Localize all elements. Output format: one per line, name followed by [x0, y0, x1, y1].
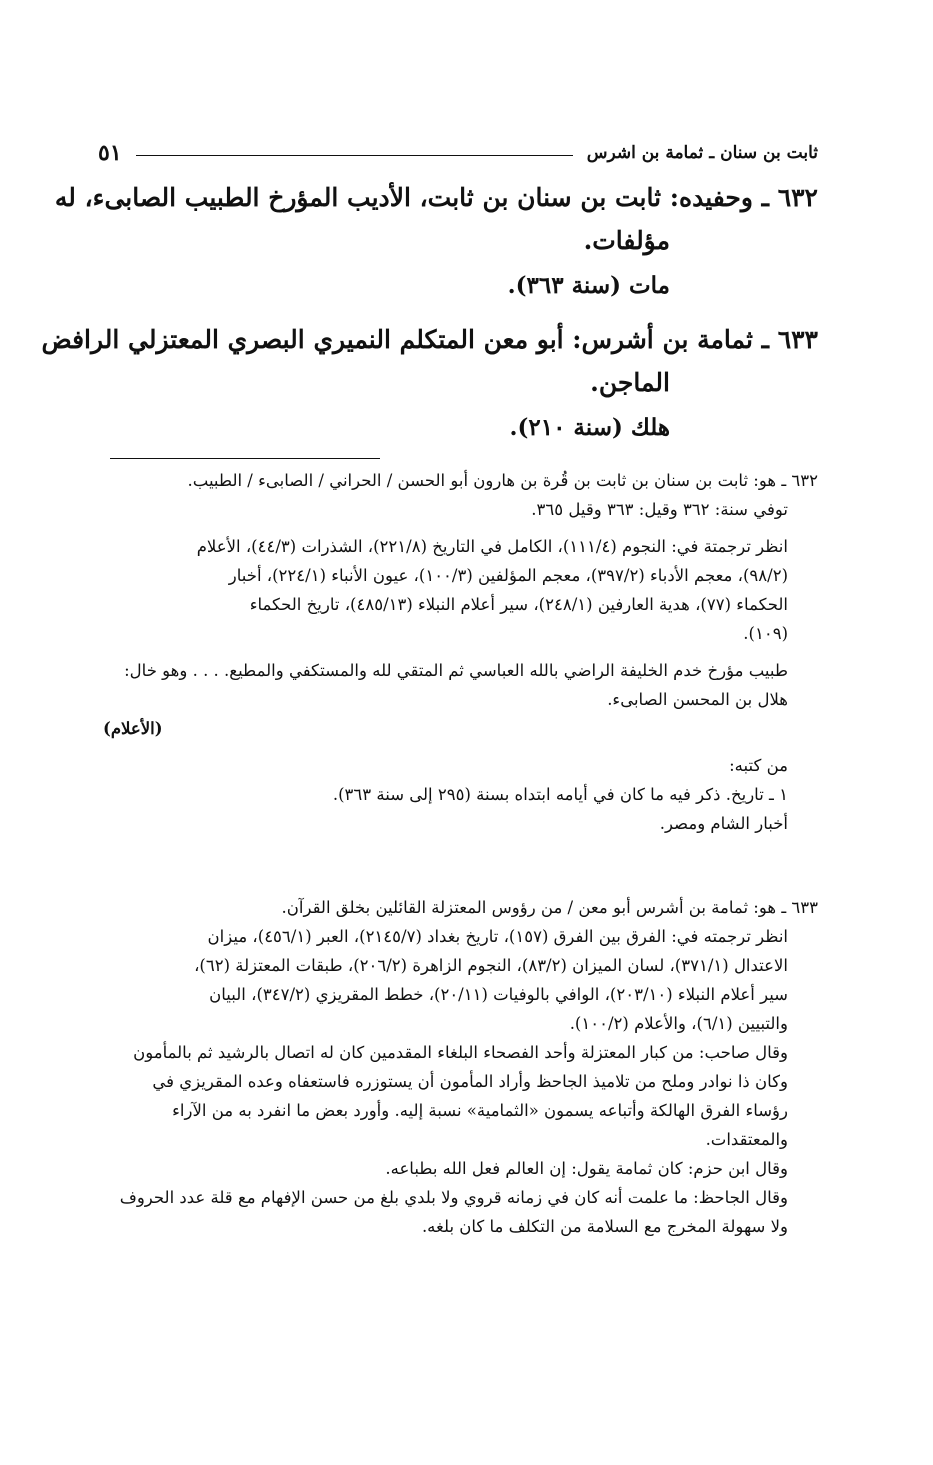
- footnote-line: وقال صاحب: من كبار المعتزلة وأحد الفصحاء البلغاء المقدمين كان له اتصال بالرشيد ثم بالمأمون: [133, 1043, 788, 1062]
- header-rule: [136, 155, 573, 156]
- entry-death-note: مات (سنة ٣٦٣).: [507, 272, 670, 299]
- running-header: [98, 138, 818, 168]
- entry-632: [54, 178, 818, 308]
- footnote-632: [103, 466, 818, 838]
- footnote-line: ٦٣٣ ـ هو: ثمامة بن أشرس أبو معن / من رؤوس المعتزلة القائلين بخلق القرآن.: [281, 898, 818, 917]
- footnote-line: رؤساء الفرق الهالكة وأتباعه يسمون «الثمامية» نسبة إليه. وأورد بعض ما انفرد به من الآراء: [172, 1101, 788, 1120]
- footnote-line: انظر ترجمتة في: النجوم (١١١/٤)، الكامل في التاريخ (٢٢١/٨)، الشذرات (٤٤/٣)، الأعلام: [196, 537, 788, 556]
- footnote-line: وقال الجاحظ: ما علمت أنه كان في زمانه قروي ولا بلدي بلغ من حسن الإفهام مع قلة عدد الحروف: [119, 1188, 788, 1207]
- footnote-633: [103, 893, 818, 1241]
- footnote-line: طبيب مؤرخ خدم الخليفة الراضي بالله العباسي ثم المتقي لله والمستكفي والمطيع. . . . وهو خال:: [124, 661, 788, 680]
- footnote-line: ٦٣٢ ـ هو: ثابت بن سنان بن ثابت بن قُرة بن هارون أبو الحسن / الحراني / الصابىء / الطبيب.: [187, 471, 818, 490]
- footnote-line: الحكماء (٧٧)، هدية العارفين (٢٤٨/١)، سير أعلام النبلاء (٤٨٥/١٣)، تاريخ الحكماء: [249, 595, 788, 614]
- footnote-line: ولا سهولة المخرج مع السلامة من التكلف ما كان بلغه.: [421, 1217, 788, 1236]
- footnote-line: (١٠٩).: [743, 624, 788, 643]
- entry-death-note: هلك (سنة ٢١٠).: [509, 414, 670, 441]
- footnote-line: هلال بن المحسن الصابىء.: [607, 690, 788, 709]
- footnote-line: توفي سنة: ٣٦٢ وقيل: ٣٦٣ وقيل ٣٦٥.: [531, 500, 788, 519]
- page-number: ٥١: [98, 140, 122, 166]
- footnote-line: انظر ترجمته في: الفرق بين الفرق (١٥٧)، تاريخ بغداد (٢١٤٥/٧)، العبر (٤٥٦/١)، ميزان: [207, 927, 788, 946]
- footnote-line: ١ ـ تاريخ. ذكر فيه ما كان في أيامه ابتداه بسنة (٢٩٥ إلى سنة ٣٦٣).: [332, 785, 788, 804]
- footnote-line: سير أعلام النبلاء (٢٠٣/١٠)، الوافي بالوفيات (٢٠/١١)، خطط المقريزي (٣٤٧/٢)، البيان: [209, 985, 788, 1004]
- footnote-line: الاعتدال (٣٧١/١)، لسان الميزان (٨٣/٢)، النجوم الزاهرة (٢٠٦/٢)، طبقات المعتزلة (٦٢)،: [194, 956, 788, 975]
- footnote-line: وقال ابن حزم: كان ثمامة يقول: إن العالم فعل الله بطباعه.: [385, 1159, 788, 1178]
- footnote-line: (٩٨/٢)، معجم الأدباء (٣٩٧/٢)، معجم المؤلفين (١٠٠/٣)، عيون الأنباء (٢٢٤/١)، أخبار: [228, 566, 788, 585]
- entry-heading-line: ٦٣٣ ـ ثمامة بن أشرس: أبو معن المتكلم النميري البصري المعتزلي الرافض: [41, 325, 818, 354]
- footnote-line: وكان ذا نوادر وملح من تلاميذ الجاحظ وأراد المأمون أن يستوزره فاستعفاه وعده المقريزي في: [152, 1072, 788, 1091]
- footnote-line: والتبيين (٦/١)، والأعلام (١٠٠/٢).: [569, 1014, 788, 1033]
- entry-heading-line: ٦٣٢ ـ وحفيده: ثابت بن سنان بن ثابت، الأديب المؤرخ الطبيب الصابىء، له: [54, 183, 818, 212]
- running-title: ثابت بن سنان ـ ثمامة بن اشرس: [586, 143, 818, 163]
- footnote-line: والمعتقدات.: [705, 1130, 788, 1149]
- footnote-source: (الأعلام): [103, 719, 163, 738]
- entry-continuation: مؤلفات.: [583, 226, 670, 255]
- footnote-line: من كتبه:: [729, 756, 788, 775]
- footnote-line: أخبار الشام ومصر.: [659, 814, 788, 833]
- entry-continuation: الماجن.: [590, 368, 670, 397]
- entry-633: [41, 320, 818, 450]
- footnote-separator: [110, 458, 380, 459]
